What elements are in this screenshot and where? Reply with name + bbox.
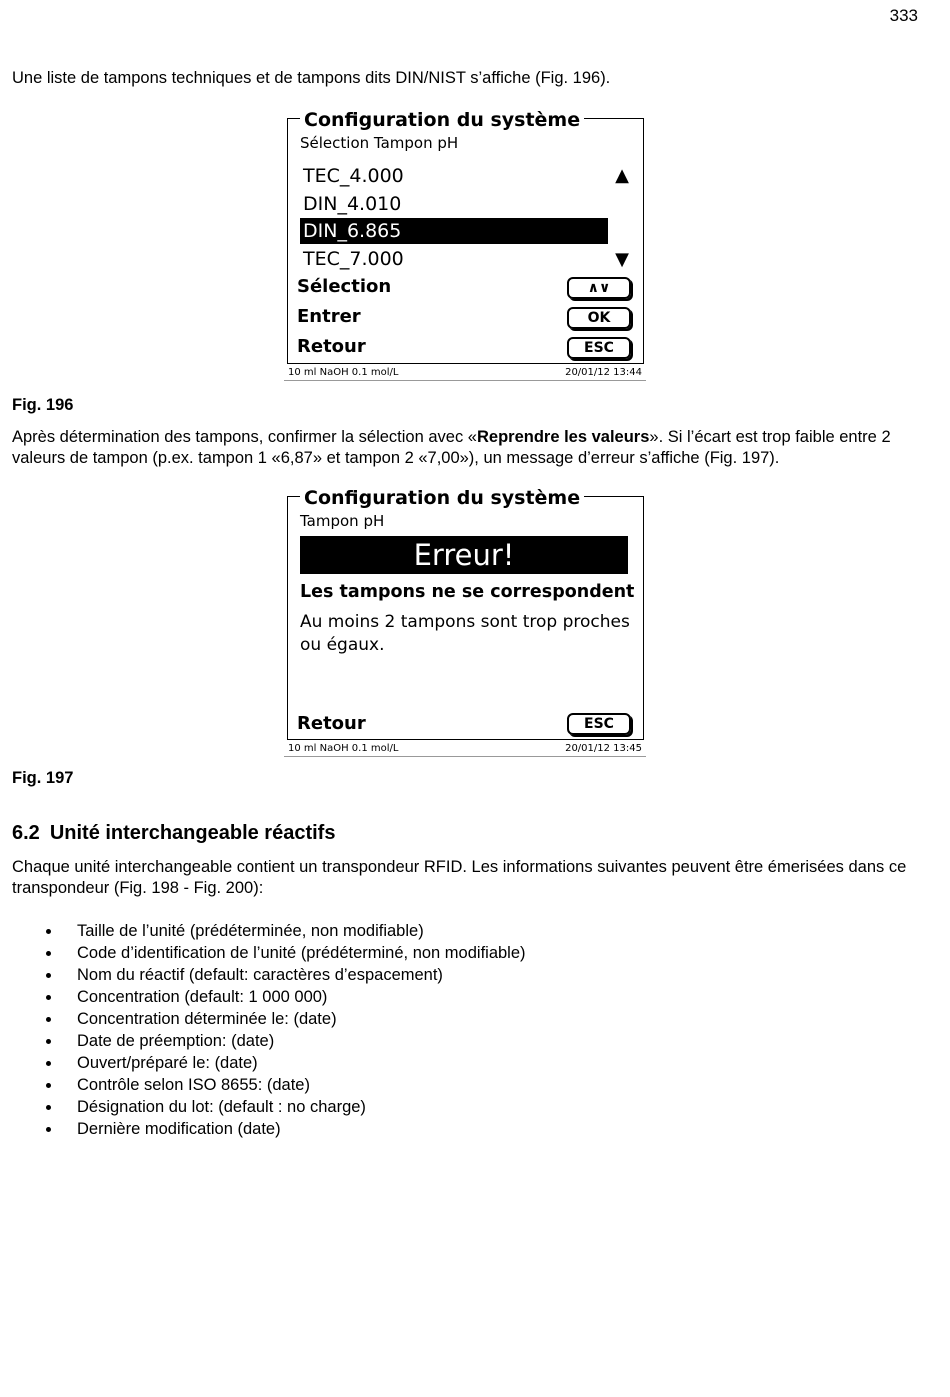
list-item: Ouvert/préparé le: (date) <box>44 1052 526 1074</box>
paragraph: Après détermination des tampons, confirmer la sélection avec «Reprendre les valeurs». Si l’écart est trop faible entre 2 valeurs de tampon (p.ex. tampon 1 «6,87» et tampon 2 «7,00»), un message d’erreur s’affiche (Fig. 197). <box>12 428 891 467</box>
status-bar <box>284 365 646 381</box>
error-banner: Erreur! <box>300 536 628 574</box>
section-body: Chaque unité interchangeable contient un transpondeur RFID. Les informations suivantes peuvent être émerisées dans ce transpondeur (Fig. 198 - Fig. 200): <box>12 858 907 897</box>
status-reagent: 10 ml NaOH 0.1 mol/L <box>288 743 399 754</box>
list-item: Concentration déterminée le: (date) <box>44 1008 526 1030</box>
buffer-error-screen <box>287 487 644 740</box>
figure-caption: Fig. 196 <box>12 396 74 414</box>
section-heading <box>12 822 335 845</box>
list-item: Taille de l’unité (prédéterminée, non modifiable) <box>44 920 526 942</box>
list-item: Dernière modification (date) <box>44 1118 526 1140</box>
list-item: Concentration (default: 1 000 000) <box>44 986 526 1008</box>
page-number: 333 <box>889 6 918 25</box>
buffer-item[interactable]: TEC_4.000 <box>303 165 404 187</box>
list-item: Contrôle selon ISO 8655: (date) <box>44 1074 526 1096</box>
back-label: Retour <box>297 713 366 734</box>
error-message: Au moins 2 tampons sont trop proches ou égaux. <box>300 612 630 655</box>
back-label: Retour <box>297 336 366 357</box>
screen-subtitle: Tampon pH <box>300 512 385 530</box>
list-item: Désignation du lot: (default : no charge) <box>44 1096 526 1118</box>
triangle-down-icon[interactable]: ▼ <box>615 249 629 270</box>
ok-button[interactable]: OK <box>567 307 631 329</box>
status-datetime: 20/01/12 13:44 <box>565 367 642 378</box>
esc-button[interactable]: ESC <box>567 713 631 735</box>
list-item: Code d’identification de l’unité (prédéterminé, non modifiable) <box>44 942 526 964</box>
bullet-list <box>44 920 526 1140</box>
buffer-selection-screen <box>287 109 644 364</box>
enter-label: Entrer <box>297 306 361 327</box>
figure-caption: Fig. 197 <box>12 769 74 787</box>
buffer-item[interactable]: TEC_7.000 <box>303 248 404 270</box>
list-item: Date de préemption: (date) <box>44 1030 526 1052</box>
buffer-item[interactable]: DIN_4.010 <box>303 193 402 215</box>
triangle-up-icon[interactable]: ▲ <box>615 165 629 186</box>
bold-term: Reprendre les valeurs <box>476 428 650 446</box>
buffer-item-selected[interactable]: DIN_6.865 <box>300 218 608 244</box>
intro-paragraph: Une liste de tampons techniques et de tampons dits DIN/NIST s’affiche (Fig. 196). <box>12 69 611 87</box>
screen-subtitle: Sélection Tampon pH <box>300 134 459 152</box>
selection-button[interactable]: ∧∨ <box>567 277 631 299</box>
screen-title: Configuration du système <box>300 488 584 508</box>
status-datetime: 20/01/12 13:45 <box>565 743 642 754</box>
selection-label: Sélection <box>297 276 392 297</box>
section-number: 6.2 <box>12 822 40 844</box>
list-item: Nom du réactif (default: caractères d’espacement) <box>44 964 526 986</box>
status-reagent: 10 ml NaOH 0.1 mol/L <box>288 367 399 378</box>
section-title: Unité interchangeable réactifs <box>49 822 336 844</box>
screen-title: Configuration du système <box>300 110 584 130</box>
error-heading: Les tampons ne se correspondent <box>300 582 635 602</box>
esc-button[interactable]: ESC <box>567 337 631 359</box>
status-bar <box>284 741 646 757</box>
